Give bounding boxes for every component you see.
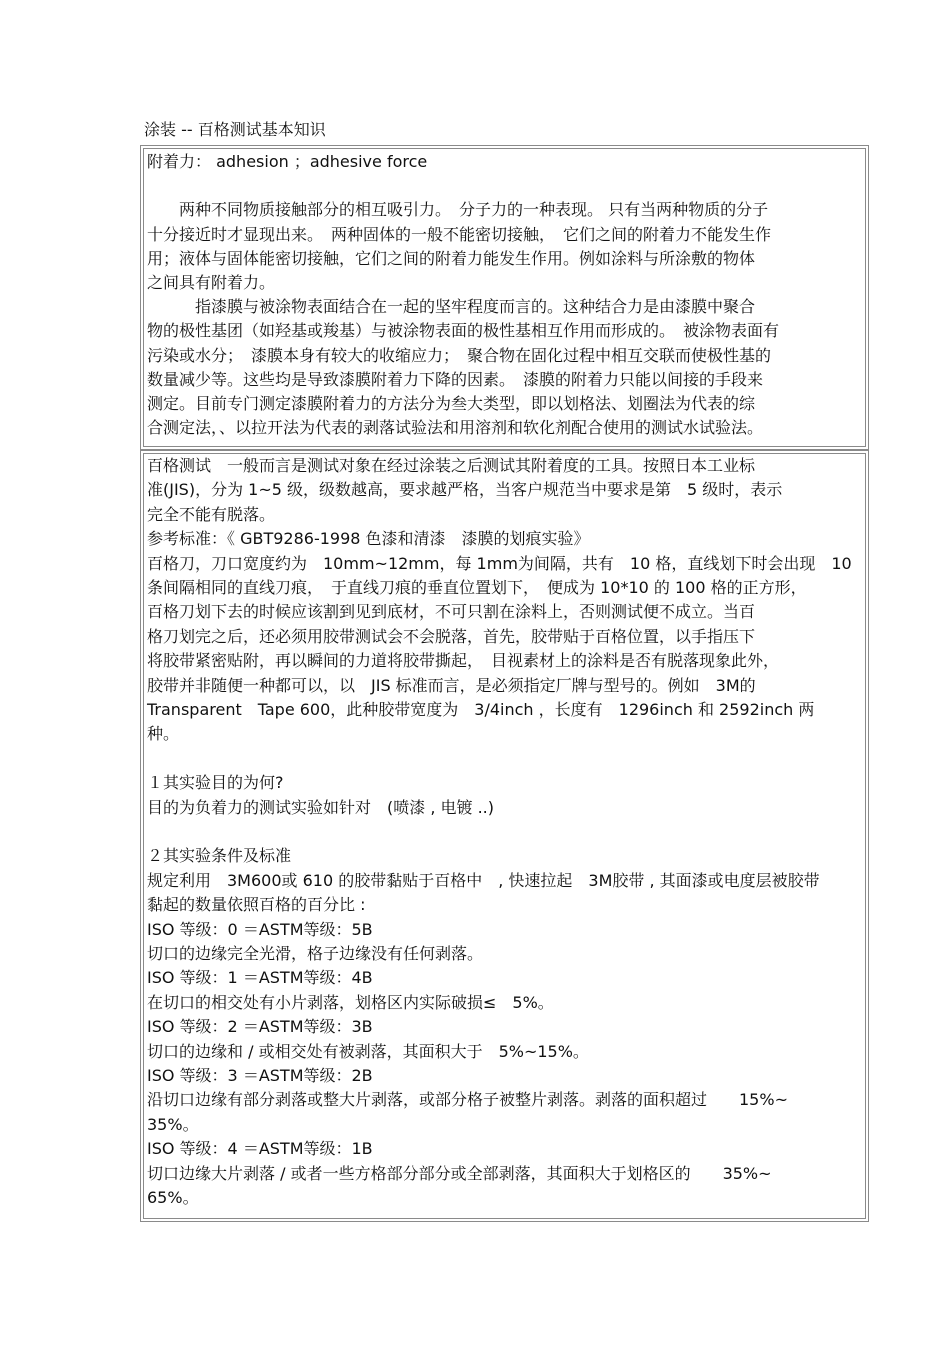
text-line: 指漆膜与被涂物表面结合在一起的坚牢程度而言的。这种结合力是由漆膜中聚合 <box>147 297 756 317</box>
text-line: 附着力： adhesion ；adhesive force <box>147 152 428 171</box>
text-line: 切口的边缘和 / 或相交处有被剥落，其面积大于 5%~15%。 <box>147 1041 589 1061</box>
text-line: 种。 <box>147 724 180 744</box>
text-line: 污染或水分； 漆膜本身有较大的收缩应力； 聚合物在固化过程中相互交联而使极性基的 <box>147 345 772 365</box>
text-line: 完全不能有脱落。 <box>147 504 276 524</box>
text-line: 条间隔相同的直线刀痕， 于直线刀痕的垂直位置划下， 便成为 10*10 的 100 格的正方形， <box>147 578 807 597</box>
text-line: 数量减少等。这些均是导致漆膜附着力下降的因素。 漆膜的附着力只能以间接的手段来 <box>147 369 764 389</box>
text-line: 百格测试 一般而言是测试对象在经过涂装之后测试其附着度的工具。按照日本工业标 <box>147 456 756 475</box>
text-line: 将胶带紧密贴附，再以瞬间的力道将胶带撕起， 目视素材上的涂料是否有脱落现象此外， <box>147 651 780 671</box>
text-line: ISO 等级：3 ＝ASTM等级：2B <box>147 1066 373 1085</box>
text-line: 用；液体与固体能密切接触，它们之间的附着力能发生作用。例如涂料与所涂敷的物体 <box>147 248 756 268</box>
text-line: 测定。目前专门测定漆膜附着力的方法分为叁大类型，即以划格法、划圈法为代表的综 <box>147 394 756 413</box>
page-title: 涂装 -- 百格测试基本知识 <box>144 120 326 139</box>
text-line: ISO 等级：2 ＝ASTM等级：3B <box>147 1017 373 1037</box>
crosshatch-test-section <box>140 450 869 1222</box>
text-line: 胶带并非随便一种都可以，以 JIS 标准而言，是必须指定厂牌与型号的。例如 3M的 <box>147 675 756 695</box>
text-line: Transparent Tape 600，此种胶带宽度为 3/4inch ，长度有 1296inch 和 2592inch 两 <box>147 700 815 719</box>
text-line: 切口的边缘完全光滑，格子边缘没有任何剥落。 <box>147 944 484 963</box>
text-line: 合测定法，、以拉开法为代表的剥落试验法和用溶剂和软化剂配合使用的测试水试验法。 <box>147 418 764 438</box>
text-line: 物的极性基团（如羟基或羧基）与被涂物表面的极性基相互作用而形成的。 被涂物表面有 <box>147 321 780 341</box>
text-line: 参考标准：《 GBT9286-1998 色漆和清漆 漆膜的划痕实验》 <box>147 529 590 549</box>
text-line: 两种不同物质接触部分的相互吸引力。 分子力的一种表现。 只有当两种物质的分子 <box>147 200 769 220</box>
text-line: 之间具有附着力。 <box>147 273 276 292</box>
text-line: 规定利用 3M600或 610 的胶带黏贴于百格中 , 快速拉起 3M胶带 , 其面漆或电度层被胶带 <box>147 870 820 890</box>
text-line: ISO 等级：1 ＝ASTM等级：4B <box>147 968 373 988</box>
text-line: 目的为负着力的测试实验如针对 (喷漆 , 电镀 ..) <box>147 797 495 817</box>
text-line: 十分接近时才显现出来。 两种固体的一般不能密切接触， 它们之间的附着力不能发生作 <box>147 224 772 244</box>
text-line: ISO 等级：0 ＝ASTM等级：5B <box>147 919 373 939</box>
text-line: 格刀划完之后，还必须用胶带测试会不会脱落，首先，胶带贴于百格位置，以手指压下 <box>147 626 756 646</box>
text-line: ２其实验条件及标准 <box>147 846 292 866</box>
text-line: 35%。 <box>147 1114 199 1134</box>
text-line: 百格刀划下去的时候应该割到见到底材，不可只割在涂料上，否则测试便不成立。当百 <box>147 602 756 622</box>
text-line: 黏起的数量依照百格的百分比 : <box>147 895 366 915</box>
text-line: 切口边缘大片剥落 / 或者一些方格部分部分或全部剥落，其面积大于划格区的 35%~ <box>147 1163 772 1183</box>
text-line: 在切口的相交处有小片剥落，划格区内实际破损≤ 5%。 <box>147 992 554 1012</box>
text-line: １其实验目的为何? <box>147 773 284 793</box>
text-line: ISO 等级：4 ＝ASTM等级：1B <box>147 1139 373 1159</box>
crosshatch-test-cell <box>143 453 866 1219</box>
definition-cell <box>143 148 866 447</box>
definition-section <box>140 145 869 450</box>
text-line: 百格刀，刀口宽度约为 10mm~12mm，每 1mm为间隔，共有 10 格，直线划下时会出现 10 <box>147 553 852 573</box>
text-line: 沿切口边缘有部分剥落或整大片剥落，或部分格子被整片剥落。剥落的面积超过 15%~ <box>147 1090 788 1110</box>
text-line: 65%。 <box>147 1188 199 1207</box>
text-line: 准(JIS)，分为 1~5 级，级数越高，要求越严格，当客户规范当中要求是第 5 级时，表示 <box>147 480 783 500</box>
